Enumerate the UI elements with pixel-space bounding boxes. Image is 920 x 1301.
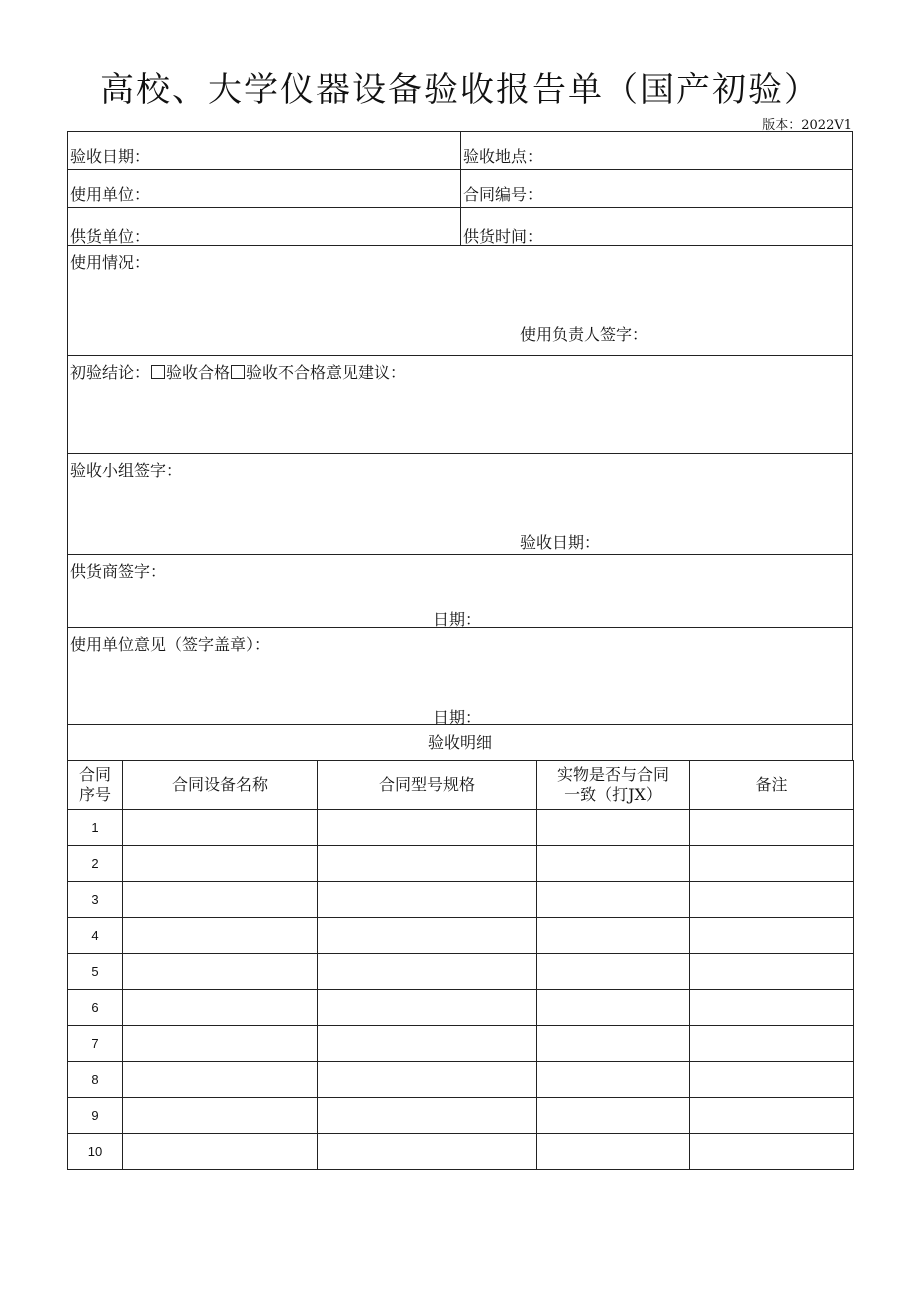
pass-option-label: 验收合格 (166, 363, 231, 382)
table-cell[interactable] (123, 1134, 318, 1170)
acceptance-date-field[interactable]: 验收日期： (68, 132, 461, 169)
details-body (68, 810, 854, 1170)
table-row (68, 810, 854, 846)
acceptance-place-field[interactable]: 验收地点： (463, 147, 544, 166)
table-cell[interactable] (690, 1062, 854, 1098)
table-cell[interactable] (537, 846, 690, 882)
table-row (68, 882, 854, 918)
usage-section[interactable] (68, 246, 852, 356)
table-cell[interactable] (537, 918, 690, 954)
table-cell[interactable] (690, 1134, 854, 1170)
column-header: 合同 序号 (68, 761, 123, 810)
advice-label: 意见建议： (326, 363, 407, 382)
page-title: 高校、大学仪器设备验收报告单（国产初验） (100, 70, 820, 110)
fail-checkbox[interactable] (231, 365, 245, 379)
row-number-cell: 3 (68, 882, 123, 918)
conclusion-line (70, 360, 406, 383)
conclusion-label: 初验结论： (70, 363, 151, 382)
contract-number-field[interactable]: 合同编号： (463, 185, 544, 204)
row-number-cell: 7 (68, 1026, 123, 1062)
table-cell[interactable] (318, 990, 537, 1026)
table-row (68, 1098, 854, 1134)
unit-opinion-date-label: 日期： (433, 708, 482, 727)
group-signature-section[interactable] (68, 454, 852, 555)
group-signature-label: 验收小组签字： (70, 461, 183, 480)
conclusion-section[interactable] (68, 356, 852, 454)
column-header: 合同型号规格 (318, 761, 537, 810)
version-label: 版本：2022V1 (762, 118, 852, 133)
table-cell[interactable] (537, 990, 690, 1026)
table-row (68, 1134, 854, 1170)
table-cell[interactable] (690, 918, 854, 954)
table-row (68, 918, 854, 954)
table-cell[interactable] (537, 810, 690, 846)
fail-option-label: 验收不合格 (246, 363, 327, 382)
column-header: 合同设备名称 (123, 761, 318, 810)
unit-opinion-section[interactable] (68, 628, 852, 725)
table-cell[interactable] (123, 990, 318, 1026)
table-cell[interactable] (318, 810, 537, 846)
table-cell[interactable] (123, 918, 318, 954)
user-unit-field[interactable]: 使用单位： (68, 170, 461, 207)
table-cell[interactable] (318, 954, 537, 990)
table-cell[interactable] (537, 1026, 690, 1062)
table-cell[interactable] (690, 954, 854, 990)
info-row-2 (68, 170, 852, 208)
table-cell[interactable] (690, 810, 854, 846)
table-cell[interactable] (123, 846, 318, 882)
table-cell[interactable] (537, 1134, 690, 1170)
table-cell[interactable] (537, 1098, 690, 1134)
usage-signature-label: 使用负责人签字： (520, 325, 649, 344)
table-row (68, 1026, 854, 1062)
table-cell[interactable] (690, 990, 854, 1026)
table-cell[interactable] (123, 954, 318, 990)
table-cell[interactable] (537, 1062, 690, 1098)
row-number-cell: 1 (68, 810, 123, 846)
details-header-row (68, 761, 854, 810)
table-cell[interactable] (123, 1098, 318, 1134)
supplier-field[interactable]: 供货单位： (68, 208, 461, 245)
table-cell[interactable] (318, 1134, 537, 1170)
table-cell[interactable] (123, 1062, 318, 1098)
row-number-cell: 2 (68, 846, 123, 882)
table-cell[interactable] (690, 1026, 854, 1062)
column-header: 备注 (690, 761, 854, 810)
info-row-1 (68, 132, 852, 170)
column-header: 实物是否与合同 一致（打JX） (537, 761, 690, 810)
row-number-cell: 8 (68, 1062, 123, 1098)
details-table (67, 760, 854, 1170)
table-cell[interactable] (537, 882, 690, 918)
table-cell[interactable] (690, 882, 854, 918)
table-cell[interactable] (318, 918, 537, 954)
row-number-cell: 4 (68, 918, 123, 954)
usage-label: 使用情况： (70, 253, 151, 272)
table-row (68, 954, 854, 990)
table-cell[interactable] (123, 810, 318, 846)
table-cell[interactable] (123, 1026, 318, 1062)
row-number-cell: 6 (68, 990, 123, 1026)
pass-checkbox[interactable] (151, 365, 165, 379)
group-date-label: 验收日期： (520, 533, 601, 552)
row-number-cell: 10 (68, 1134, 123, 1170)
table-cell[interactable] (690, 846, 854, 882)
acceptance-form (67, 131, 853, 761)
table-row (68, 1062, 854, 1098)
supplier-signature-label: 供货商签字： (70, 562, 167, 581)
table-cell[interactable] (537, 954, 690, 990)
table-cell[interactable] (318, 1098, 537, 1134)
table-cell[interactable] (318, 846, 537, 882)
details-heading: 验收明细 (68, 725, 852, 761)
supply-time-field[interactable]: 供货时间： (463, 227, 544, 246)
table-cell[interactable] (123, 882, 318, 918)
table-cell[interactable] (318, 882, 537, 918)
supplier-signature-section[interactable] (68, 555, 852, 628)
row-number-cell: 9 (68, 1098, 123, 1134)
info-row-3 (68, 208, 852, 246)
table-row (68, 846, 854, 882)
row-number-cell: 5 (68, 954, 123, 990)
table-cell[interactable] (318, 1026, 537, 1062)
unit-opinion-label: 使用单位意见（签字盖章）： (70, 635, 271, 654)
table-cell[interactable] (318, 1062, 537, 1098)
supplier-date-label: 日期： (433, 610, 482, 629)
table-row (68, 990, 854, 1026)
table-cell[interactable] (690, 1098, 854, 1134)
